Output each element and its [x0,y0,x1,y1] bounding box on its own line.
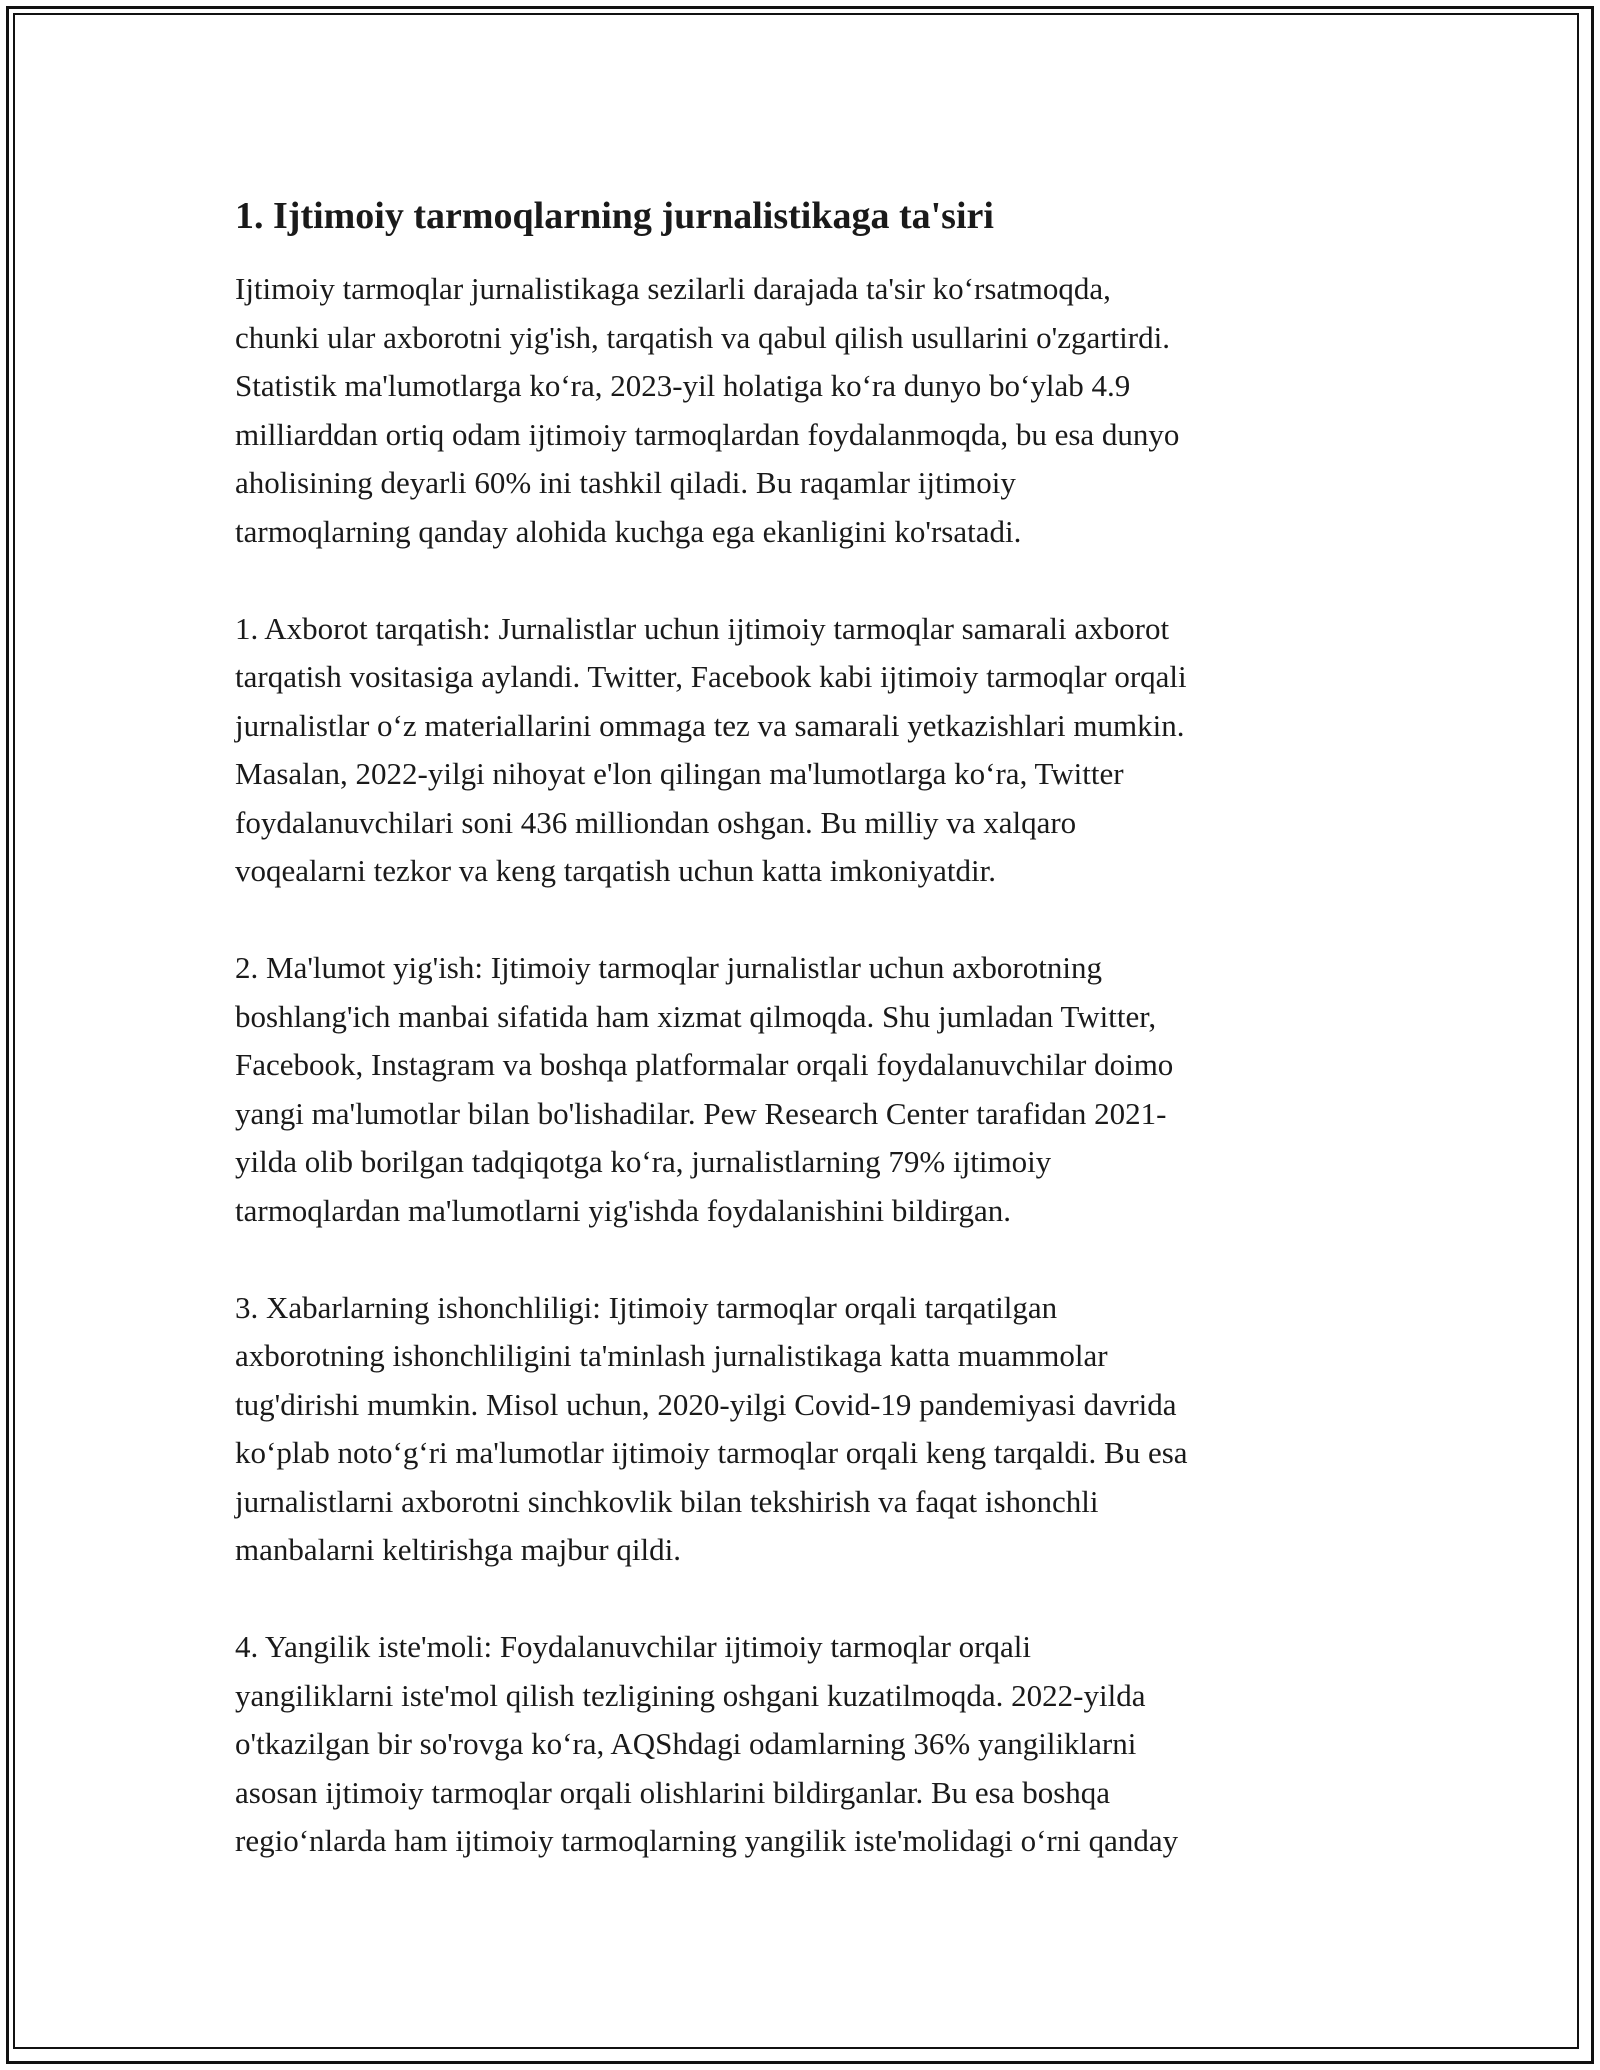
document-body [235,180,1370,1914]
paragraph-axborot-tarqatish [235,605,1370,896]
paragraph-yangilik-istemoli [235,1623,1370,1866]
text-line: o'tkazilgan bir so'rovga ko‘ra, AQShdagi odamlarning 36% yangiliklarni [235,1726,1137,1762]
text-line: regio‘nlarda ham ijtimoiy tarmoqlarning yangilik iste'molidagi o‘rni qanday [235,1823,1179,1859]
text-line: tarqatish vositasiga aylandi. Twitter, Facebook kabi ijtimoiy tarmoqlar orqali [235,659,1187,695]
text-line: Masalan, 2022-yilgi nihoyat e'lon qilingan ma'lumotlarga ko‘ra, Twitter [235,756,1124,792]
text-line: 3. Xabarlarning ishonchliligi: Ijtimoiy tarmoqlar orqali tarqatilgan [235,1289,1058,1325]
text-line: yangiliklarni iste'mol qilish tezligining oshgani kuzatilmoqda. 2022-yilda [235,1677,1146,1713]
text-line: asosan ijtimoiy tarmoqlar orqali olishlarini bildirganlar. Bu esa boshqa [235,1774,1111,1810]
text-line: foydalanuvchilari soni 436 milliondan oshgan. Bu milliy va xalqaro [235,804,1077,840]
text-line: aholisining deyarli 60% ini tashkil qiladi. Bu raqamlar ijtimoiy [235,465,1016,501]
text-line: boshlang'ich manbai sifatida ham xizmat qilmoqda. Shu jumladan Twitter, [235,998,1157,1034]
text-line: yangi ma'lumotlar bilan bo'lishadilar. Pew Research Center tarafidan 2021- [235,1095,1167,1131]
text-line: chunki ular axborotni yig'ish, tarqatish va qabul qilish usullarini o'zgartirdi. [235,319,1170,355]
text-line: manbalarni keltirishga majbur qildi. [235,1532,681,1568]
text-line: 1. Axborot tarqatish: Jurnalistlar uchun ijtimoiy tarmoqlar samarali axborot [235,610,1170,646]
text-line: jurnalistlarni axborotni sinchkovlik bilan tekshirish va faqat ishonchli [235,1483,1099,1519]
text-line: 2. Ma'lumot yig'ish: Ijtimoiy tarmoqlar jurnalistlar uchun axborotning [235,950,1102,986]
text-line: Facebook, Instagram va boshqa platformalar orqali foydalanuvchilar doimo [235,1047,1174,1083]
text-line: 4. Yangilik iste'moli: Foydalanuvchilar ijtimoiy tarmoqlar orqali [235,1629,1031,1665]
text-line: tarmoqlardan ma'lumotlarni yig'ishda foydalanishini bildirgan. [235,1192,1011,1228]
text-line: Ijtimoiy tarmoqlar jurnalistikaga sezilarli darajada ta'sir ko‘rsatmoqda, [235,271,1111,307]
text-line: yilda olib borilgan tadqiqotga ko‘ra, jurnalistlarning 79% ijtimoiy [235,1144,1052,1180]
text-line: tug'dirishi mumkin. Misol uchun, 2020-yilgi Covid-19 pandemiyasi davrida [235,1386,1177,1422]
text-line: Statistik ma'lumotlarga ko‘ra, 2023-yil holatiga ko‘ra dunyo bo‘ylab 4.9 [235,368,1131,404]
paragraph-xabarlarning-ishonchliligi [235,1284,1370,1575]
text-line: milliarddan ortiq odam ijtimoiy tarmoqlardan foydalanmoqda, bu esa dunyo [235,416,1180,452]
paragraph-malumot-yigish [235,944,1370,1235]
paragraph-intro [235,265,1370,556]
text-line: axborotning ishonchliligini ta'minlash jurnalistikaga katta muammolar [235,1338,1108,1374]
section-heading: 1. Ijtimoiy tarmoqlarning jurnalistikaga ta'siri [235,195,994,237]
text-line: jurnalistlar o‘z materiallarini ommaga tez va samarali yetkazishlari mumkin. [235,707,1185,743]
text-line: voqealarni tezkor va keng tarqatish uchun katta imkoniyatdir. [235,853,996,889]
text-line: tarmoqlarning qanday alohida kuchga ega ekanligini ko'rsatadi. [235,513,1022,549]
text-line: ko‘plab noto‘g‘ri ma'lumotlar ijtimoiy tarmoqlar orqali keng tarqaldi. Bu esa [235,1435,1188,1471]
